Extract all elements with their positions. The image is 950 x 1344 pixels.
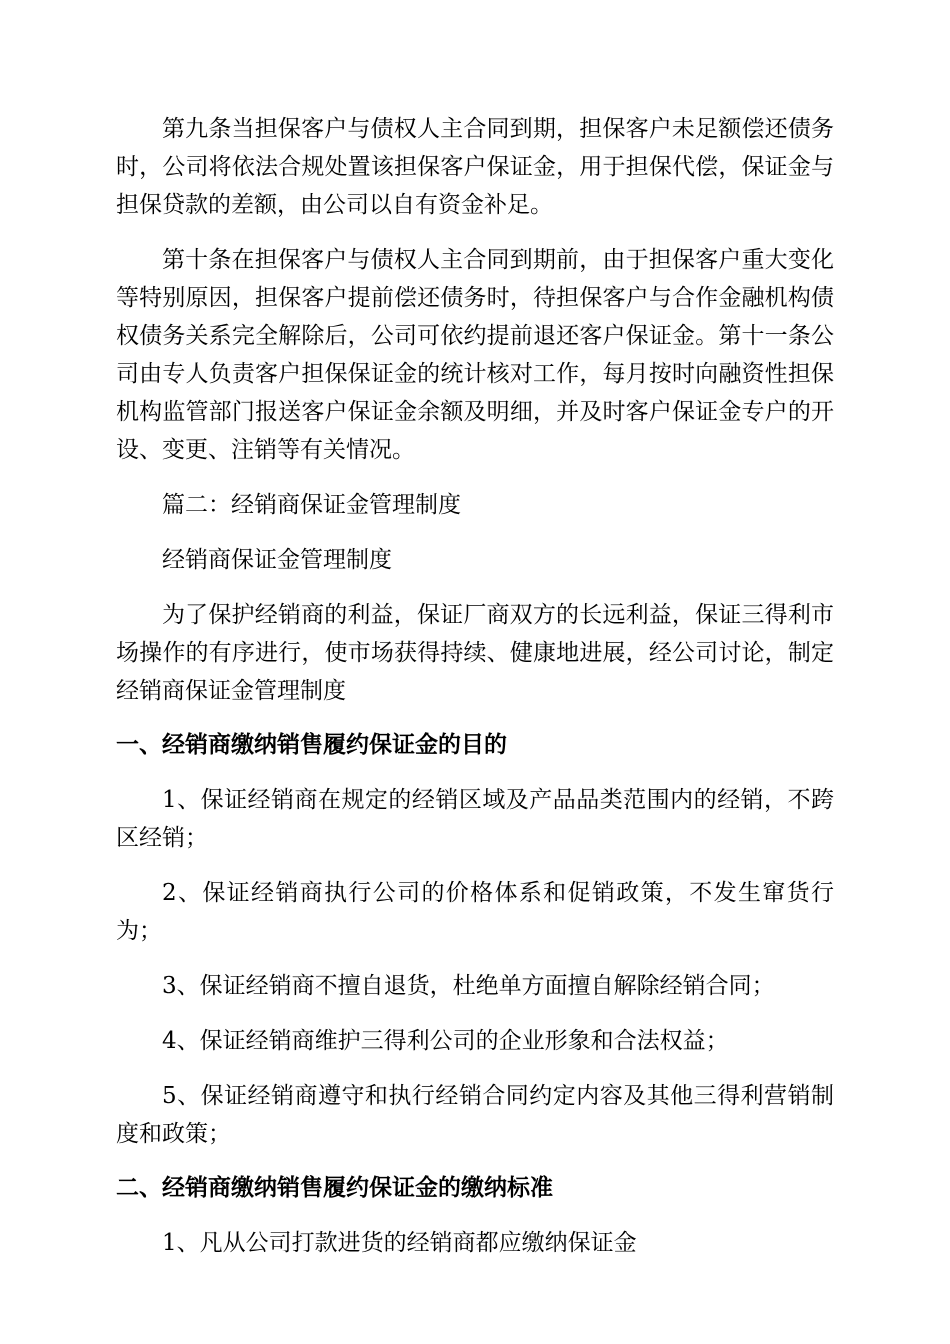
document-title: 经销商保证金管理制度 <box>162 547 392 573</box>
heading-purpose: 一、经销商缴纳销售履约保证金的目的 <box>116 731 507 758</box>
list-item-purpose-4: 4、保证经销商维护三得利公司的企业形象和合法权益； <box>162 1028 729 1054</box>
section-title-part-two: 篇二：经销商保证金管理制度 <box>162 492 461 518</box>
heading-payment-standard: 二、经销商缴纳销售履约保证金的缴纳标准 <box>116 1174 553 1201</box>
list-item-purpose-5: 5、保证经销商遵守和执行经销合同约定内容及其他三得利营销制度和政策； <box>116 1083 834 1147</box>
list-item-purpose-2: 2、保证经销商执行公司的价格体系和促销政策，不发生窜货行为； <box>116 880 834 944</box>
paragraph-introduction: 为了保护经销商的利益，保证厂商双方的长远利益，保证三得利市场操作的有序进行，使市场获得持续、健康地进展，经公司讨论，制定经销商保证金管理制度 <box>116 602 834 704</box>
paragraph-article-10-11: 第十条在担保客户与债权人主合同到期前，由于担保客户重大变化等特别原因，担保客户提前偿还债务时，待担保客户与合作金融机构债权债务关系完全解除后，公司可依约提前退还客户保证金。第十一条公司由专人负责客户担保保证金的统计核对工作，每月按时向融资性担保机构监管部门报送客户保证金余额及明细，并及时客户保证金专户的开设、变更、注销等有关情况。 <box>116 247 834 463</box>
list-item-standard-1: 1、凡从公司打款进货的经销商都应缴纳保证金 <box>162 1230 637 1256</box>
document-page <box>116 110 834 1262</box>
list-item-purpose-1: 1、保证经销商在规定的经销区域及产品品类范围内的经销，不跨区经销； <box>116 787 834 851</box>
list-item-purpose-3: 3、保证经销商不擅自退货，杜绝单方面擅自解除经销合同； <box>162 973 775 999</box>
paragraph-article-9: 第九条当担保客户与债权人主合同到期，担保客户未足额偿还债务时，公司将依法合规处置该担保客户保证金，用于担保代偿，保证金与担保贷款的差额，由公司以自有资金补足。 <box>116 116 834 218</box>
